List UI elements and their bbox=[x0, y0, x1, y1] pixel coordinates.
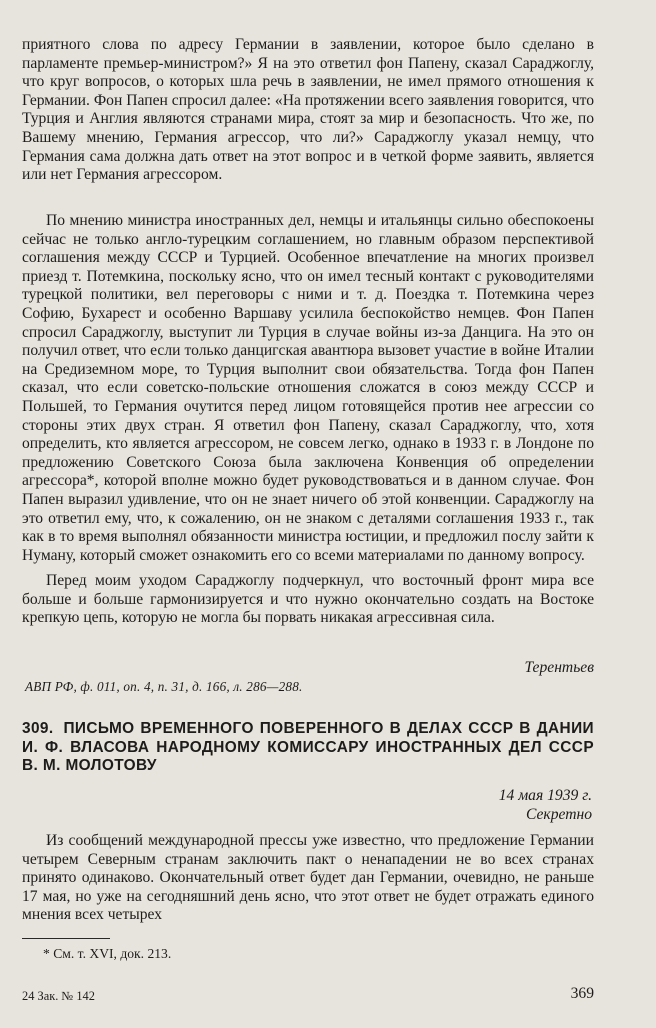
paragraph-3: Перед моим уходом Сараджоглу подчеркнул, что восточный фронт мира все больше и больше гармонизируется и что нужно окончательно создать на Востоке крепкую цепь, которую не могла бы порвать никакая агрессивная сила. bbox=[22, 572, 594, 627]
document-heading bbox=[22, 720, 594, 776]
footnote: * См. т. XVI, док. 213. bbox=[43, 946, 172, 961]
document-date: 14 мая 1939 г. bbox=[498, 787, 592, 804]
archive-reference: АВП РФ, ф. 011, оп. 4, п. 31, д. 166, л. 286—288. bbox=[25, 679, 303, 694]
continued-text bbox=[22, 36, 594, 185]
foreign-minister-paragraph-block bbox=[22, 212, 594, 565]
letter-body: Из сообщений международной прессы уже известно, что предложение Германии четырем Северным странам заключить пакт о ненападении не во всех странах принято одинаково. Окончательный ответ будет дан Германии, очевидно, не раньше 17 мая, но уже на сегодняшний день ясно, что этот ответ не будет отражать единого мнения всех четырех bbox=[22, 832, 594, 924]
footnote-divider bbox=[22, 938, 110, 939]
document-title: ПИСЬМО ВРЕМЕННОГО ПОВЕРЕННОГО В ДЕЛАХ СССР В ДАНИИ И. Ф. ВЛАСОВА НАРОДНОМУ КОМИССАРУ ИНОСТРАННЫХ ДЕЛ СССР В. М. МОЛОТОВУ bbox=[22, 720, 594, 775]
print-mark: 24 Зак. № 142 bbox=[22, 989, 95, 1003]
document-classification: Секретно bbox=[525, 805, 592, 823]
document-number: 309. bbox=[22, 720, 54, 737]
closing-paragraph-block bbox=[22, 572, 594, 628]
paragraph-2: По мнению министра иностранных дел, немцы и итальянцы сильно обеспокоены сейчас не только англо-турецким соглашением, но главным образом перспективой соглашения между СССР и Турцией. Особенное впечатление на многих произвел приезд т. Потемкина, поскольку ясно, что он имел тесный контакт с руководителями турецкой политики, вел переговоры с ними и т. д. Поездка т. Потемкина через Софию, Бухарест и особенно Варшаву усилила беспокойство немцев. Фон Папен спросил Сараджоглу, выступит ли Турция в случае войны из-за Данцига. На это он получил ответ, что если только данцигская авантюра вызовет участие в войне Италии на Средиземном море, то Турция выполнит свои обязательства. Тогда фон Папен сказал, что если советско-польские отношения сложатся в союз между СССР и Польшей, то Германия очутится перед лицом готовящейся против нее агрессии со стороны этих двух стран. Я ответил фон Папену, сказал Сараджоглу, что, хотя определить, кто является агрессором, не совсем легко, однако в 1933 г. в Лондоне по предложению Советского Союза была заключена Конвенция об определении агрессора*, которой вполне можно будет руководствоваться и в данном случае. Фон Папен выразил удивление, что он не знает ничего об этой конвенции. Сараджоглу на это ответил ему, что, к сожалению, он не знаком с деталями соглашения 1933 г., так как в то время выполнял обязанности министра юстиции, и предложил послу зайти к Нуману, который сможет ознакомить его со всеми материалами по данному вопросу. bbox=[22, 212, 594, 564]
letter-body-block bbox=[22, 832, 594, 925]
paragraph-1: приятного слова по адресу Германии в заявлении, которое было сделано в парламенте премьер-министром?» Я на это ответил фон Папену, сказал Сараджоглу, что круг вопросов, о которых шла речь в заявлении, не имел прямого отношения к Германии. Фон Папен спросил далее: «На протяжении всего заявления говорится, что Турция и Англия являются странами мира, стоят за мир и безопасность. Что же, по Вашему мнению, Германия агрессор, что ли?» Сараджоглу указал немцу, что Германия сама должна дать ответ на этот вопрос и в четкой форме заявить, является или нет Германия агрессором. bbox=[22, 36, 594, 184]
date-block bbox=[499, 787, 592, 824]
signature: Терентьев bbox=[524, 659, 594, 676]
page-number: 369 bbox=[570, 985, 594, 1002]
